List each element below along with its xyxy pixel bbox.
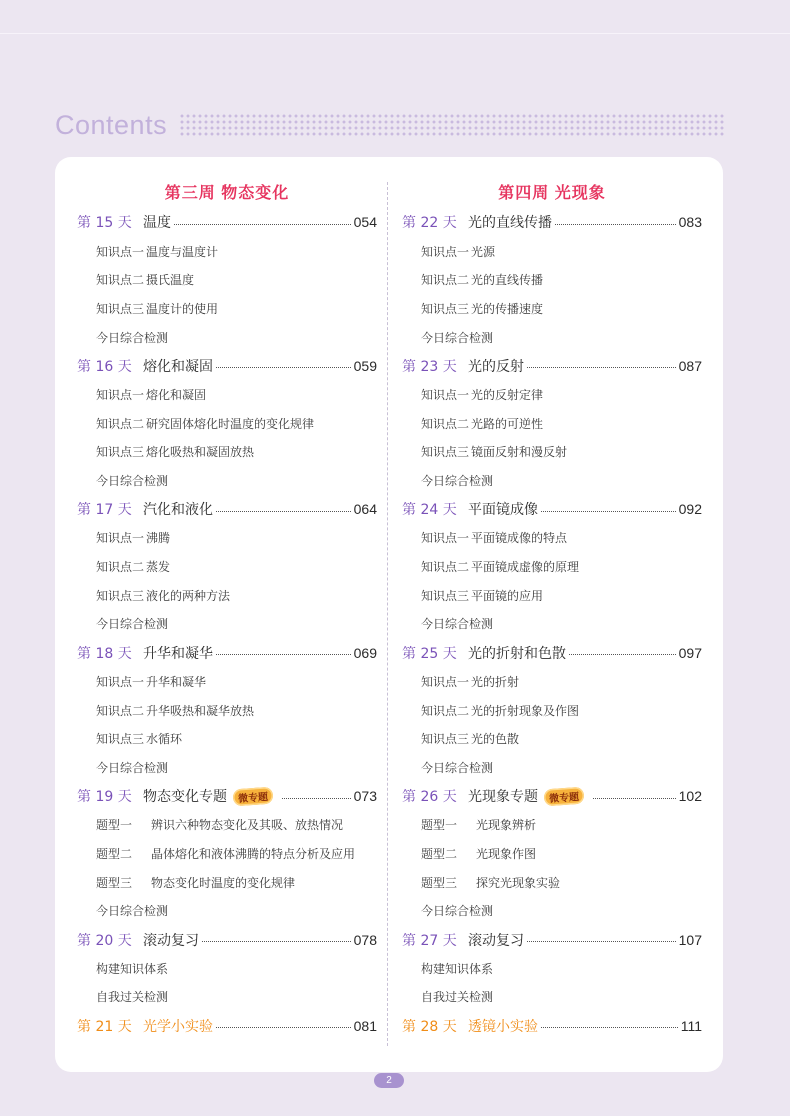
day-number: 第 22 天 [402, 215, 457, 232]
page-number: 2 [374, 1073, 404, 1088]
dot-leader [216, 511, 351, 512]
day-entry[interactable] [402, 208, 702, 237]
sub-item[interactable] [77, 753, 377, 782]
sub-item[interactable] [402, 753, 702, 782]
sub-item-text: 今日综合检测 [421, 760, 494, 775]
sub-item-text: 探究光现象实验 [476, 875, 561, 890]
page-reference: 078 [353, 931, 377, 948]
page-reference: 097 [678, 644, 702, 661]
dot-leader [541, 511, 676, 512]
day-number: 第 26 天 [402, 789, 457, 806]
sub-item[interactable] [402, 724, 702, 753]
sub-item-label: 知识点二 [421, 703, 470, 718]
sub-item[interactable] [77, 696, 377, 725]
sub-item[interactable] [402, 323, 702, 352]
sub-item-text: 沸腾 [146, 531, 171, 546]
sub-item-text: 物态变化时温度的变化规律 [151, 875, 296, 890]
dot-leader [569, 654, 676, 655]
sub-item-label: 知识点三 [96, 588, 145, 603]
sub-item-text: 今日综合检测 [421, 474, 494, 489]
sub-item-text: 今日综合检测 [96, 330, 169, 345]
day-entry[interactable] [402, 495, 702, 524]
dot-pattern-decoration [179, 113, 724, 137]
sub-item[interactable] [77, 667, 377, 696]
dot-leader [216, 367, 351, 368]
sub-item-text: 温度计的使用 [146, 301, 219, 316]
sub-item-label: 知识点一 [421, 387, 470, 402]
sub-item-text: 镜面反射和漫反射 [471, 445, 568, 460]
sub-item-text: 今日综合检测 [96, 617, 169, 632]
sub-item[interactable] [402, 983, 702, 1012]
day-number: 第 17 天 [77, 502, 132, 519]
sub-item[interactable] [77, 237, 377, 266]
sub-item[interactable] [77, 581, 377, 610]
sub-item[interactable] [402, 466, 702, 495]
sub-item[interactable] [402, 897, 702, 926]
dot-leader [527, 367, 676, 368]
sub-item-label: 知识点二 [421, 273, 470, 288]
week-title: 第四周 光现象 [498, 185, 606, 202]
contents-header [55, 106, 724, 144]
micro-topic-badge: 微专题 [232, 786, 273, 806]
day-entry[interactable] [402, 782, 702, 811]
dot-leader [282, 798, 351, 799]
sub-item-label: 知识点一 [96, 244, 145, 259]
day-entry[interactable] [402, 925, 702, 954]
sub-item-label: 题型二 [421, 846, 458, 861]
day-entry[interactable] [402, 351, 702, 380]
sub-item[interactable] [77, 466, 377, 495]
page-reference: 087 [678, 357, 702, 374]
sub-item-text: 升华吸热和凝华放热 [146, 703, 255, 718]
day-number: 第 24 天 [402, 502, 457, 519]
sub-item[interactable] [77, 524, 377, 553]
day-title: 光现象专题 [468, 789, 538, 806]
sub-item[interactable] [402, 380, 702, 409]
contents-title: Contents [55, 109, 168, 140]
sub-item-text: 今日综合检测 [96, 760, 169, 775]
day-number: 第 16 天 [77, 358, 132, 375]
sub-item-text: 构建知识体系 [96, 961, 169, 976]
sub-item-text: 今日综合检测 [96, 474, 169, 489]
left-column [77, 180, 377, 1040]
sub-item-text: 光的直线传播 [471, 273, 544, 288]
sub-item-text: 光的反射定律 [471, 387, 544, 402]
sub-item-label: 题型三 [96, 875, 133, 890]
day-number: 第 23 天 [402, 358, 457, 375]
sub-item-text: 今日综合检测 [96, 904, 169, 919]
sub-item-text: 光现象辨析 [476, 818, 537, 833]
day-title: 汽化和液化 [143, 502, 213, 519]
day-title: 透镜小实验 [468, 1018, 538, 1035]
sub-item[interactable] [77, 438, 377, 467]
dot-leader [541, 1027, 678, 1028]
day-entry[interactable] [77, 208, 377, 237]
sub-item-text: 光的色散 [471, 732, 520, 747]
sub-item[interactable] [77, 552, 377, 581]
day-title: 熔化和凝固 [143, 358, 213, 375]
day-title: 光的反射 [468, 358, 524, 375]
sub-item[interactable] [402, 610, 702, 639]
sub-item-label: 知识点一 [421, 244, 470, 259]
page-reference: 073 [353, 788, 377, 805]
dot-leader [527, 941, 676, 942]
day-title: 温度 [143, 215, 171, 232]
sub-item-text: 升华和凝华 [146, 674, 207, 689]
page-reference: 059 [353, 357, 377, 374]
sub-item[interactable] [402, 409, 702, 438]
page-reference: 069 [353, 644, 377, 661]
sub-item[interactable] [77, 294, 377, 323]
sub-item-text: 平面镜成像的特点 [471, 531, 568, 546]
day-entry[interactable] [77, 638, 377, 667]
page-reference: 111 [680, 1017, 702, 1034]
sub-item[interactable] [77, 983, 377, 1012]
sub-item-text: 晶体熔化和液体沸腾的特点分析及应用 [151, 846, 356, 861]
sub-item[interactable] [402, 294, 702, 323]
sub-item-text: 光的折射 [471, 674, 520, 689]
sub-item-text: 光的折射现象及作图 [471, 703, 580, 718]
sub-item-label: 知识点三 [421, 732, 470, 747]
sub-item-label: 题型一 [96, 818, 133, 833]
dot-leader [216, 1027, 351, 1028]
day-title: 光的折射和色散 [468, 645, 566, 662]
day-entry[interactable] [77, 351, 377, 380]
page-reference: 064 [353, 501, 377, 518]
sub-item-text: 今日综合检测 [421, 617, 494, 632]
sub-item-text: 研究固体熔化时温度的变化规律 [146, 416, 315, 431]
day-number: 第 25 天 [402, 645, 457, 662]
sub-item-text: 液化的两种方法 [146, 588, 231, 603]
sub-item[interactable] [77, 954, 377, 983]
sub-item-label: 知识点二 [421, 416, 470, 431]
sub-item-text: 光的传播速度 [471, 301, 544, 316]
sub-item-label: 题型二 [96, 846, 133, 861]
sub-item-label: 知识点一 [96, 387, 145, 402]
sub-item-label: 知识点三 [421, 588, 470, 603]
micro-topic-badge: 微专题 [543, 786, 584, 806]
sub-item-label: 知识点二 [421, 560, 470, 575]
sub-item-text: 温度与温度计 [146, 244, 219, 259]
day-entry[interactable] [77, 782, 377, 811]
page-reference: 054 [353, 214, 377, 231]
sub-item[interactable] [77, 868, 377, 897]
sub-item[interactable] [77, 323, 377, 352]
sub-item-label: 知识点二 [96, 273, 145, 288]
sub-item-label: 知识点三 [421, 301, 470, 316]
sub-item[interactable] [402, 954, 702, 983]
sub-item[interactable] [402, 667, 702, 696]
day-title: 平面镜成像 [468, 502, 538, 519]
sub-item[interactable] [77, 380, 377, 409]
sub-item-label: 知识点三 [421, 445, 470, 460]
day-number: 第 15 天 [77, 215, 132, 232]
sub-item-text: 光源 [471, 244, 496, 259]
sub-item[interactable] [402, 265, 702, 294]
sub-item-label: 知识点一 [96, 674, 145, 689]
day-title: 升华和凝华 [143, 645, 213, 662]
day-number: 第 27 天 [402, 932, 457, 949]
sub-item-text: 水循环 [146, 732, 183, 747]
sub-item-label: 知识点一 [421, 674, 470, 689]
page-reference: 107 [678, 931, 702, 948]
sub-item-text: 平面镜成虚像的原理 [471, 560, 580, 575]
day-title: 光的直线传播 [468, 215, 552, 232]
page-reference: 083 [678, 214, 702, 231]
sub-item-label: 知识点三 [96, 301, 145, 316]
sub-item-text: 摄氏温度 [146, 273, 195, 288]
day-entry[interactable] [402, 1011, 702, 1040]
sub-item[interactable] [402, 868, 702, 897]
week-title: 第三周 物态变化 [164, 185, 290, 202]
sub-item-text: 自我过关检测 [96, 990, 169, 1005]
sub-item-text: 熔化吸热和凝固放热 [146, 445, 255, 460]
day-entry[interactable] [77, 495, 377, 524]
sub-item-text: 光现象作图 [476, 846, 537, 861]
sub-item-text: 今日综合检测 [421, 904, 494, 919]
sub-item-label: 题型三 [421, 875, 458, 890]
sub-item[interactable] [402, 839, 702, 868]
dot-leader [174, 224, 351, 225]
sub-item-label: 知识点三 [96, 445, 145, 460]
sub-item-label: 知识点一 [421, 531, 470, 546]
column-divider [387, 182, 388, 1046]
page-reference: 092 [678, 501, 702, 518]
sub-item-label: 知识点三 [96, 732, 145, 747]
day-title: 光学小实验 [143, 1018, 213, 1035]
sub-item[interactable] [402, 237, 702, 266]
sub-item[interactable] [402, 438, 702, 467]
dot-leader [593, 798, 676, 799]
sub-item[interactable] [77, 409, 377, 438]
day-number: 第 21 天 [77, 1018, 132, 1035]
dot-leader [555, 224, 676, 225]
sub-item-text: 辨识六种物态变化及其吸、放热情况 [151, 818, 344, 833]
sub-item[interactable] [77, 724, 377, 753]
sub-item[interactable] [402, 581, 702, 610]
sub-item-label: 题型一 [421, 818, 458, 833]
page-reference: 081 [353, 1017, 377, 1034]
sub-item-label: 知识点一 [96, 531, 145, 546]
sub-item-text: 熔化和凝固 [146, 387, 207, 402]
sub-item[interactable] [402, 810, 702, 839]
day-title: 滚动复习 [468, 932, 524, 949]
sub-item-text: 今日综合检测 [421, 330, 494, 345]
page-reference: 102 [678, 788, 702, 805]
sub-item-label: 知识点二 [96, 703, 145, 718]
sub-item[interactable] [77, 810, 377, 839]
sub-item[interactable] [77, 897, 377, 926]
sub-item[interactable] [77, 839, 377, 868]
sub-item-label: 知识点二 [96, 560, 145, 575]
sub-item[interactable] [402, 552, 702, 581]
sub-item-text: 构建知识体系 [421, 961, 494, 976]
day-number: 第 18 天 [77, 645, 132, 662]
day-number: 第 28 天 [402, 1018, 457, 1035]
dot-leader [216, 654, 351, 655]
sub-item-label: 知识点二 [96, 416, 145, 431]
day-number: 第 20 天 [77, 932, 132, 949]
sub-item-text: 自我过关检测 [421, 990, 494, 1005]
day-entry[interactable] [77, 1011, 377, 1040]
sub-item[interactable] [77, 610, 377, 639]
top-divider [0, 33, 790, 34]
day-title: 滚动复习 [143, 932, 199, 949]
sub-item[interactable] [402, 696, 702, 725]
dot-leader [202, 941, 351, 942]
day-entry[interactable] [77, 925, 377, 954]
sub-item-text: 蒸发 [146, 560, 171, 575]
sub-item-text: 光路的可逆性 [471, 416, 544, 431]
day-title: 物态变化专题 [143, 789, 227, 806]
sub-item[interactable] [77, 265, 377, 294]
sub-item[interactable] [402, 524, 702, 553]
sub-item-text: 平面镜的应用 [471, 588, 544, 603]
day-number: 第 19 天 [77, 789, 132, 806]
day-entry[interactable] [402, 638, 702, 667]
right-column [402, 180, 702, 1040]
